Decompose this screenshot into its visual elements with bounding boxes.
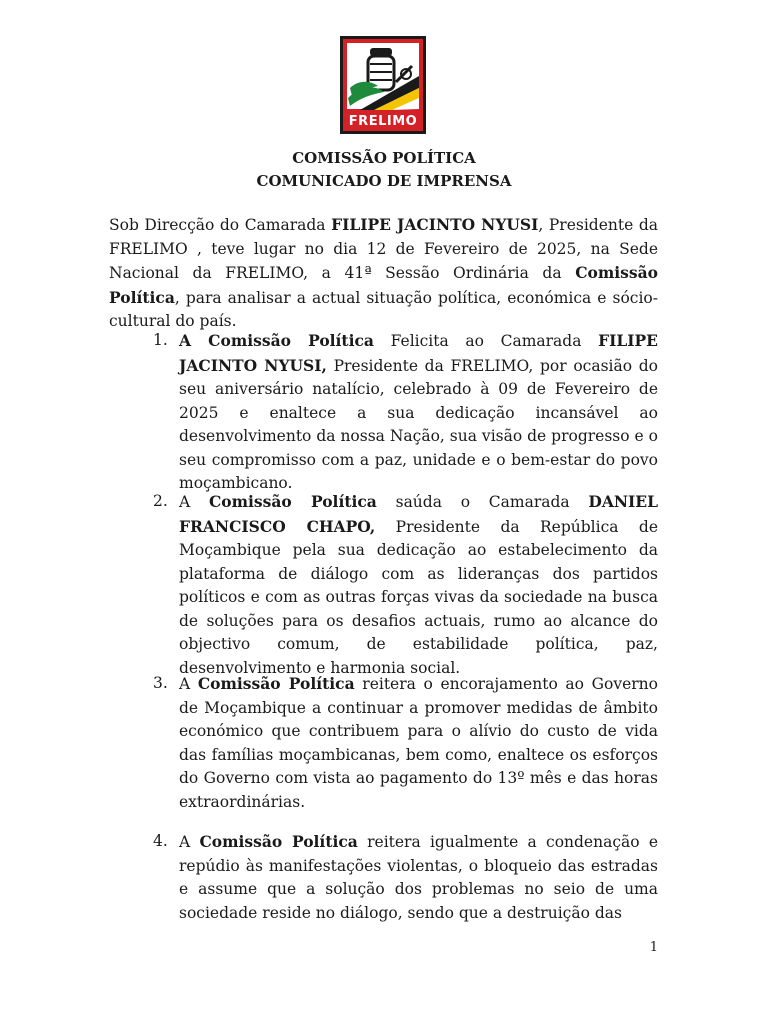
logo-text: FRELIMO <box>348 114 418 129</box>
list-number: 2. <box>153 492 168 510</box>
page-number: 1 <box>649 940 658 955</box>
list-item: 3. A Comissão Política reitera o encorajamento ao Governo de Moçambique a continuar a promover medidas de âmbito económico que contribuem para o alívio do custo de vida das famílias moçambicanas, bem como, enaltece os esforços do Governo com vista ao pagamento do 13º mês e das horas extraordinárias. <box>153 674 659 811</box>
document-titles <box>0 147 768 193</box>
frelimo-logo <box>340 36 426 134</box>
document-subtitle: COMUNICADO DE IMPRENSA <box>256 172 512 190</box>
list-number: 1. <box>153 331 168 349</box>
document-title: COMISSÃO POLÍTICA <box>292 149 476 167</box>
list-number: 4. <box>153 832 168 850</box>
list-item: 2. A Comissão Política saúda o Camarada DANIEL FRANCISCO CHAPO, Presidente da República de Moçambique pela sua dedicação ao estabelecimento da plataforma de diálogo com as lideranças dos partidos políticos e com as outras forças vivas da sociedade na busca de soluções para os desafios actuais, rumo ao alcance do objectivo comum, de estabilidade política, paz, desenvolvimento e harmonia social. <box>153 492 659 677</box>
list-item: 4. A Comissão Política reitera igualmente a condenação e repúdio às manifestações violentas, o bloqueio das estradas e assume que a solução dos problemas no seio de uma sociedade reside no diálogo, sendo que a destruição das <box>153 832 659 922</box>
intro-paragraph: Sob Direcção do Camarada FILIPE JACINTO NYUSI, Presidente da FRELIMO , teve lugar no dia 12 de Fevereiro de 2025, na Sede Nacional da FRELIMO, a 41ª Sessão Ordinária da Comissão Política, para analisar a actual situação política, económica e sócio-cultural do país. <box>109 215 658 330</box>
list-item: 1. A Comissão Política Felicita ao Camarada FILIPE JACINTO NYUSI, Presidente da FRELIMO, por ocasião do seu aniversário natalício, celebrado à 09 de Fevereiro de 2025 e enaltece a sua dedicação incansável ao desenvolvimento da nossa Nação, sua visão de progresso e o seu compromisso com a paz, unidade e o bem-estar do povo moçambicano. <box>153 331 658 492</box>
list-number: 3. <box>153 674 168 692</box>
